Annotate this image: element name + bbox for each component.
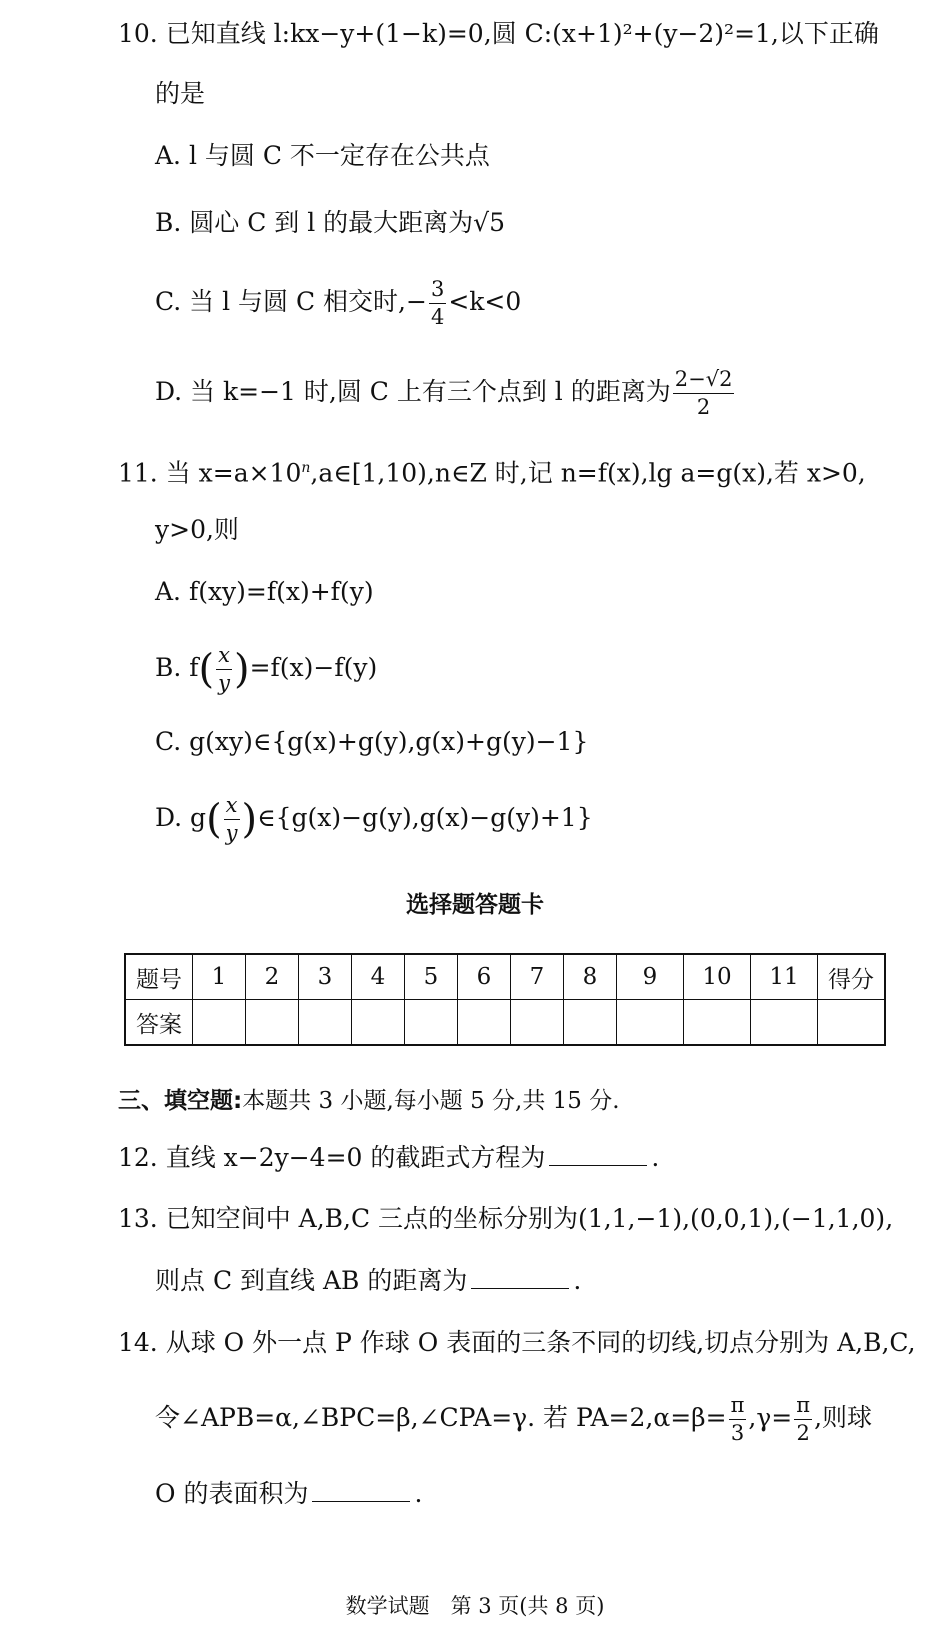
answer-cell[interactable]	[246, 1000, 299, 1046]
q11-stem-sup: n	[301, 460, 311, 476]
number-cell: 2	[246, 954, 299, 1000]
page-footer: 数学试题 第 3 页(共 8 页)	[345, 1594, 605, 1618]
q11-stem-line1	[118, 452, 866, 489]
q12-answer-blank[interactable]	[549, 1143, 647, 1166]
number-cell: 4	[352, 954, 405, 1000]
q11-d-num: x	[224, 795, 240, 820]
q11-stem-1a: 11. 当 x=a×10	[118, 458, 302, 488]
q11-b-num: x	[216, 645, 232, 670]
q11-d-den: y	[225, 821, 238, 845]
q14-den-2: 2	[796, 1421, 810, 1445]
q14-line1: 14. 从球 O 外一点 P 作球 O 表面的三条不同的切线,切点分别为 A,B,C,	[118, 1328, 916, 1357]
number-cell: 1	[193, 954, 246, 1000]
answer-cell[interactable]	[352, 1000, 405, 1046]
q11-stem-line2: y>0,则	[155, 515, 239, 544]
q11-stem-1b: ,a∈[1,10),n∈Z 时,记 n=f(x),lg a=g(x),若 x>0,	[310, 458, 866, 488]
section3-desc: 本题共 3 小题,每小题 5 分,共 15 分.	[242, 1088, 620, 1114]
q14-line2-mid: ,γ=	[748, 1403, 793, 1432]
q11-d-rparen: )	[241, 796, 258, 843]
q11-b-lparen: (	[198, 646, 215, 693]
answer-cell[interactable]	[564, 1000, 617, 1046]
answer-cell[interactable]	[511, 1000, 564, 1046]
q10-option-a: A. l 与圆 C 不一定存在公共点	[155, 141, 490, 170]
number-cell: 3	[299, 954, 352, 1000]
section3-title: 三、填空题:	[118, 1088, 243, 1114]
number-cell: 6	[458, 954, 511, 1000]
q10-d-fraction	[673, 369, 735, 418]
number-cell: 9	[617, 954, 684, 1000]
number-cell: 7	[511, 954, 564, 1000]
q10-option-d	[155, 366, 736, 418]
q10-d-den: 2	[696, 395, 711, 419]
q10-d-num: 2−√2	[673, 369, 735, 394]
q14-line3-text: O 的表面积为	[155, 1479, 309, 1508]
q13-text: 则点 C 到直线 AB 的距离为	[155, 1266, 468, 1295]
answer-card-answer-row	[125, 1000, 885, 1046]
q14-answer-blank[interactable]	[312, 1479, 410, 1502]
answer-cell[interactable]	[617, 1000, 684, 1046]
q10-c-post: <k<0	[448, 287, 522, 316]
q14-line2-post: ,则球	[814, 1403, 873, 1432]
q10-c-pre: C. 当 l 与圆 C 相交时,−	[155, 287, 427, 316]
q14-end: .	[414, 1479, 423, 1508]
q10-option-c	[155, 276, 521, 328]
q14-fraction-pi-2	[794, 1395, 812, 1444]
q11-option-d	[155, 788, 593, 848]
q10-option-b: B. 圆心 C 到 l 的最大距离为√5	[155, 208, 506, 237]
answer-cell[interactable]	[299, 1000, 352, 1046]
q11-d-fraction	[224, 795, 240, 844]
number-cell: 11	[751, 954, 818, 1000]
q11-b-fraction	[216, 645, 232, 694]
answer-cell[interactable]	[684, 1000, 751, 1046]
q11-b-post: =f(x)−f(y)	[249, 653, 378, 682]
section3-heading	[118, 1082, 620, 1115]
q11-b-den: y	[218, 671, 230, 695]
answer-label-cell: 答案	[125, 1000, 193, 1046]
number-cell: 10	[684, 954, 751, 1000]
q10-stem-line2: 的是	[155, 79, 206, 108]
q13-line2	[155, 1265, 581, 1297]
q13-line1: 13. 已知空间中 A,B,C 三点的坐标分别为(1,1,−1),(0,0,1),(−1,1,0),	[118, 1204, 894, 1233]
number-cell: 8	[564, 954, 617, 1000]
q11-d-lparen: (	[206, 796, 222, 843]
q14-den-3: 3	[730, 1421, 745, 1445]
answer-card-header-row	[125, 954, 885, 1000]
q14-pi-num-1: π	[729, 1395, 747, 1420]
q12-text: 12. 直线 x−2y−4=0 的截距式方程为	[118, 1143, 546, 1172]
answer-cell[interactable]	[405, 1000, 458, 1046]
q10-c-den: 4	[430, 305, 445, 329]
q11-d-pre: D. g	[155, 803, 207, 832]
q11-b-rparen: )	[233, 646, 250, 693]
q14-line2	[155, 1392, 872, 1444]
header-label-cell: 题号	[125, 954, 193, 1000]
q11-option-b	[155, 638, 377, 698]
q14-line2-pre: 令∠APB=α,∠BPC=β,∠CPA=γ. 若 PA=2,α=β=	[155, 1403, 727, 1432]
q10-stem-line1: 10. 已知直线 l:kx−y+(1−k)=0,圆 C:(x+1)²+(y−2)²=1,以下正确	[118, 19, 879, 48]
answer-card-table	[124, 953, 886, 1046]
q11-option-c: C. g(xy)∈{g(x)+g(y),g(x)+g(y)−1}	[155, 727, 589, 756]
q12	[118, 1142, 659, 1174]
q13-answer-blank[interactable]	[471, 1266, 569, 1289]
q10-c-num: 3	[429, 279, 446, 304]
q14-pi-num-2: π	[794, 1395, 812, 1420]
answer-cell[interactable]	[193, 1000, 246, 1046]
q12-end: .	[651, 1143, 660, 1172]
score-cell[interactable]	[818, 1000, 886, 1046]
q10-d-pre: D. 当 k=−1 时,圆 C 上有三个点到 l 的距离为	[155, 377, 671, 406]
answer-cell[interactable]	[458, 1000, 511, 1046]
q13-end: .	[573, 1266, 582, 1295]
q14-fraction-pi-3	[729, 1395, 747, 1444]
q11-b-pre: B. f	[155, 653, 199, 682]
answer-cell[interactable]	[751, 1000, 818, 1046]
score-label-cell: 得分	[818, 954, 886, 1000]
number-cell: 5	[405, 954, 458, 1000]
q11-d-post: ∈{g(x)−g(y),g(x)−g(y)+1}	[257, 803, 593, 832]
q14-line3	[155, 1478, 422, 1510]
answer-card-title: 选择题答题卡	[406, 892, 544, 918]
q11-option-a: A. f(xy)=f(x)+f(y)	[155, 577, 374, 606]
q10-c-fraction	[429, 279, 446, 328]
